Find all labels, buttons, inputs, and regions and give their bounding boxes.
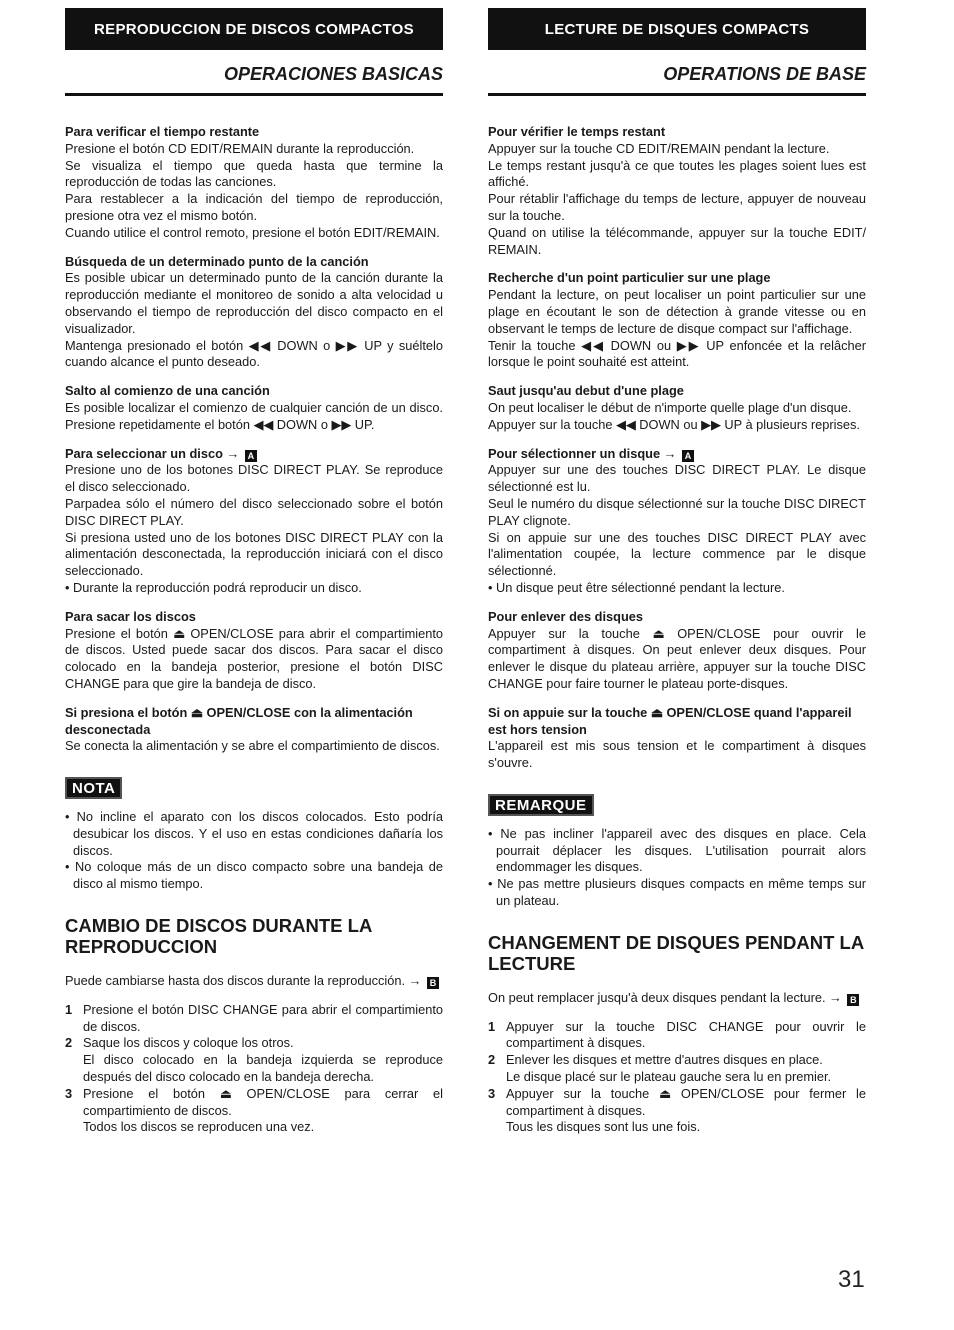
- section-paragraph: Es posible ubicar un determinado punto de la canción durante la reproducción mediante el monitoreo de sonido a alta velocidad u observando el tiempo de reproducción del disco compacto en el visualizador.: [65, 270, 443, 336]
- bullet-text: Un disque peut être sélectionné pendant la lecture.: [496, 579, 785, 595]
- section-paragraph: Cuando utilice el control remoto, presione el botón EDIT/REMAIN.: [65, 224, 440, 240]
- instruction-section: [65, 705, 443, 755]
- figure-ref-b-icon: B: [427, 977, 439, 989]
- note-label: NOTA: [65, 777, 122, 799]
- figure-ref-b-icon: B: [847, 994, 859, 1006]
- section-banner: REPRODUCCION DE DISCOS COMPACTOS: [65, 8, 443, 50]
- change-discs-lead-text: On peut remplacer jusqu'à deux disques pendant la lecture. →: [488, 989, 842, 1005]
- step-body: [506, 1052, 866, 1086]
- notes-list: [488, 826, 866, 910]
- section-paragraph: L'appareil est mis sous tension et le compartiment à disques s'ouvre.: [488, 738, 866, 771]
- change-discs-steps: [488, 1019, 866, 1137]
- section-heading: [488, 705, 866, 739]
- section-paragraph: Presione uno de los botones DISC DIRECT PLAY. Se reproduce el disco seleccionado.: [65, 462, 443, 495]
- instruction-section: [488, 446, 866, 597]
- step-item: [488, 1052, 866, 1086]
- note-item: • Ne pas mettre plusieurs disques compacts en même temps sur un plateau.: [488, 876, 866, 909]
- section-paragraph: Es posible localizar el comienzo de cualquier canción de un disco. Presione repetidamente el botón ◀◀ DOWN o ▶▶ UP.: [65, 399, 443, 432]
- bullet-text: Durante la reproducción podrá reproducir un disco.: [73, 579, 362, 595]
- step-item: [65, 1086, 443, 1136]
- step-item: [488, 1019, 866, 1053]
- note-text: Ne pas mettre plusieurs disques compacts en même temps sur un plateau.: [496, 876, 866, 909]
- section-paragraph: Appuyer sur la touche ⏏ OPEN/CLOSE pour ouvrir le compartiment à disques. On peut enlever deux disques. Pour enlever le disque du plateau arrière, appuyer sur la touche DISC CHANGE pour faire tourner le plateau porte-disques.: [488, 625, 866, 691]
- section-paragraph: Para restablecer a la indicación del tiempo de reproducción, presione otra vez el mismo botón.: [65, 191, 443, 223]
- section-banner: LECTURE DE DISQUES COMPACTS: [488, 8, 866, 50]
- section-heading: [488, 383, 866, 400]
- step-number: 2: [488, 1052, 496, 1068]
- step-number: 1: [65, 1001, 73, 1017]
- section-subtitle: OPERACIONES BASICAS: [65, 64, 443, 96]
- instruction-section: [488, 270, 866, 371]
- step-line: Saque los discos y coloque los otros.: [83, 1035, 294, 1051]
- step-number: 3: [488, 1085, 496, 1101]
- step-line: Le disque placé sur le plateau gauche sera lu en premier.: [506, 1069, 832, 1085]
- section-heading: [65, 446, 443, 463]
- instruction-sections: [65, 124, 443, 755]
- step-line: El disco colocado en la bandeja izquierda se reproduce después del disco colocado en la bandeja derecha.: [83, 1052, 443, 1085]
- section-paragraph: Tenir la touche ◀◀ DOWN ou ▶▶ UP enfoncée et la relâcher lorsque le point souhaité est atteint.: [488, 337, 866, 370]
- note-label: REMARQUE: [488, 794, 594, 816]
- section-heading-text: Recherche d'un point particulier sur une plage: [488, 270, 771, 286]
- section-heading: [65, 383, 443, 400]
- section-paragraph: Appuyer sur la touche ◀◀ DOWN ou ▶▶ UP à plusieurs reprises.: [488, 416, 860, 432]
- instruction-sections: [488, 124, 866, 772]
- section-heading: [488, 124, 866, 141]
- section-paragraph: Appuyer sur la touche CD EDIT/REMAIN pendant la lecture.: [488, 140, 830, 156]
- section-heading-text: Si on appuie sur la touche ⏏ OPEN/CLOSE quand l'appareil est hors tension: [488, 704, 852, 737]
- section-paragraph: Seul le numéro du disque sélectionné sur la touche DISC DIRECT PLAY clignote.: [488, 495, 866, 528]
- step-number: 1: [488, 1018, 496, 1034]
- step-line: Appuyer sur la touche DISC CHANGE pour ouvrir le compartiment à disques.: [506, 1018, 866, 1051]
- section-paragraph: Pendant la lecture, on peut localiser un point particulier sur une plage en écoutant le son de détection à grande vitesse ou en observant le temps de lecture de disque compact sur l'affichage.: [488, 287, 866, 336]
- section-heading: [488, 446, 866, 463]
- instruction-section: [65, 446, 443, 597]
- section-paragraph: Presione el botón ⏏ OPEN/CLOSE para abrir el compartimiento de discos. Usted puede sacar dos discos. Para sacar el disco colocado en la bandeja posterior, presione el botón DISC CHANGE para que gire la bandeja de disco.: [65, 625, 443, 691]
- section-heading-text: Saut jusqu'au debut d'une plage: [488, 383, 684, 399]
- section-paragraph: Parpadea sólo el número del disco seleccionado sobre el botón DISC DIRECT PLAY.: [65, 495, 443, 528]
- section-paragraph: Se conecta la alimentación y se abre el compartimiento de discos.: [65, 738, 440, 754]
- figure-ref-a-icon: A: [245, 450, 257, 462]
- section-paragraph: Presione el botón CD EDIT/REMAIN durante la reproducción.: [65, 140, 415, 156]
- step-body: [83, 1086, 443, 1136]
- section-heading-text: Si presiona el botón ⏏ OPEN/CLOSE con la alimentación desconectada: [65, 704, 413, 737]
- section-heading: [65, 124, 443, 141]
- step-line: Presione el botón DISC CHANGE para abrir el compartimiento de discos.: [83, 1001, 443, 1034]
- note-item: • No coloque más de un disco compacto sobre una bandeja de disco al mismo tiempo.: [65, 859, 443, 892]
- section-heading: [488, 270, 866, 287]
- section-heading: [65, 705, 443, 739]
- instruction-section: [488, 124, 866, 258]
- change-discs-lead: [65, 973, 443, 990]
- change-discs-heading: CHANGEMENT DE DISQUES PENDANT LA LECTURE: [488, 931, 864, 974]
- section-heading: [65, 609, 443, 626]
- section-heading-text: Para verificar el tiempo restante: [65, 124, 260, 139]
- note-text: No incline el aparato con los discos colocados. Esto podría desubicar los discos. Y el uso en estas condiciones dañaría los discos.: [73, 809, 443, 858]
- section-heading-text: Pour sélectionner un disque →: [488, 445, 677, 461]
- instruction-section: [65, 609, 443, 693]
- section-heading-text: Búsqueda de un determinado punto de la canción: [65, 253, 369, 269]
- section-paragraph: Si presiona usted uno de los botones DISC DIRECT PLAY con la alimentación desconectada, la reproducción iniciará con el disco seleccionado.: [65, 529, 443, 579]
- change-discs-heading: CAMBIO DE DISCOS DURANTE LA REPRODUCCION: [65, 915, 372, 958]
- note-item: • No incline el aparato con los discos colocados. Esto podría desubicar los discos. Y el uso en estas condiciones dañaría los discos.: [65, 809, 443, 858]
- section-paragraph: Appuyer sur une des touches DISC DIRECT PLAY. Le disque sélectionné est lu.: [488, 462, 866, 495]
- notes-list: [65, 809, 443, 893]
- change-discs-lead-text: Puede cambiarse hasta dos discos durante la reproducción. →: [65, 973, 422, 989]
- step-number: 2: [65, 1035, 73, 1051]
- bullet-item: • Durante la reproducción podrá reproducir un disco.: [65, 579, 362, 595]
- section-paragraph: Quand on utilise la télécommande, appuyer sur la touche EDIT/ REMAIN.: [488, 224, 866, 257]
- step-item: [488, 1086, 866, 1136]
- instruction-section: [488, 609, 866, 693]
- section-heading: [488, 609, 866, 626]
- change-discs-lead: [488, 990, 866, 1007]
- step-number: 3: [65, 1085, 73, 1101]
- section-heading-text: Para seleccionar un disco →: [65, 445, 240, 461]
- instruction-section: [65, 254, 443, 372]
- change-discs-steps: [65, 1002, 443, 1136]
- step-item: [65, 1002, 443, 1036]
- step-line: Presione el botón ⏏ OPEN/CLOSE para cerrar el compartimiento de discos.: [83, 1085, 443, 1118]
- step-line: Tous les disques sont lus une fois.: [506, 1119, 701, 1135]
- step-line: Todos los discos se reproducen una vez.: [83, 1119, 315, 1135]
- step-line: Appuyer sur la touche ⏏ OPEN/CLOSE pour fermer le compartiment à disques.: [506, 1085, 866, 1118]
- section-paragraph: Se visualiza el tiempo que queda hasta que termine la reproducción de todas las canciones.: [65, 157, 443, 190]
- figure-ref-a-icon: A: [682, 450, 694, 462]
- step-body: [83, 1002, 443, 1036]
- left-column-spanish: [65, 8, 443, 1136]
- step-body: [506, 1086, 866, 1136]
- section-paragraph: Le temps restant jusqu'à ce que toutes les plages soient lues est affiché.: [488, 157, 866, 190]
- section-heading-text: Para sacar los discos: [65, 608, 196, 624]
- section-paragraph: Pour rétablir l'affichage du temps de lecture, appuyer de nouveau sur la touche.: [488, 191, 866, 223]
- section-heading: [65, 254, 443, 271]
- step-body: [506, 1019, 866, 1053]
- section-paragraph: On peut localiser le début de n'importe quelle plage d'un disque.: [488, 399, 852, 415]
- step-item: [65, 1035, 443, 1085]
- step-line: Enlever les disques et mettre d'autres disques en place.: [506, 1052, 823, 1068]
- instruction-section: [488, 705, 866, 772]
- note-text: No coloque más de un disco compacto sobre una bandeja de disco al mismo tiempo.: [73, 859, 443, 892]
- section-heading-text: Salto al comienzo de una canción: [65, 383, 270, 399]
- instruction-section: [65, 383, 443, 433]
- right-column-french: [488, 8, 866, 1136]
- step-body: [83, 1035, 443, 1085]
- section-paragraph: Si on appuie sur une des touches DISC DIRECT PLAY avec l'alimentation coupée, la lecture commence par le disque sélectionné.: [488, 529, 866, 579]
- bullet-item: • Un disque peut être sélectionné pendant la lecture.: [488, 579, 785, 595]
- note-text: Ne pas incliner l'appareil avec des disques en place. Cela pourrait déplacer les disques. L'utilisation pourrait alors endommager les disques.: [496, 825, 866, 875]
- section-heading-text: Pour vérifier le temps restant: [488, 124, 666, 139]
- page-number: 31: [838, 1266, 865, 1293]
- section-paragraph: Mantenga presionado el botón ◀◀ DOWN o ▶▶ UP y suéltelo cuando alcance el punto deseado.: [65, 337, 443, 370]
- section-heading-text: Pour enlever des disques: [488, 608, 644, 624]
- instruction-section: [488, 383, 866, 433]
- instruction-section: [65, 124, 443, 242]
- section-subtitle: OPERATIONS DE BASE: [488, 64, 866, 96]
- note-item: • Ne pas incliner l'appareil avec des disques en place. Cela pourrait déplacer les disques. L'utilisation pourrait alors endommager les disques.: [488, 825, 866, 875]
